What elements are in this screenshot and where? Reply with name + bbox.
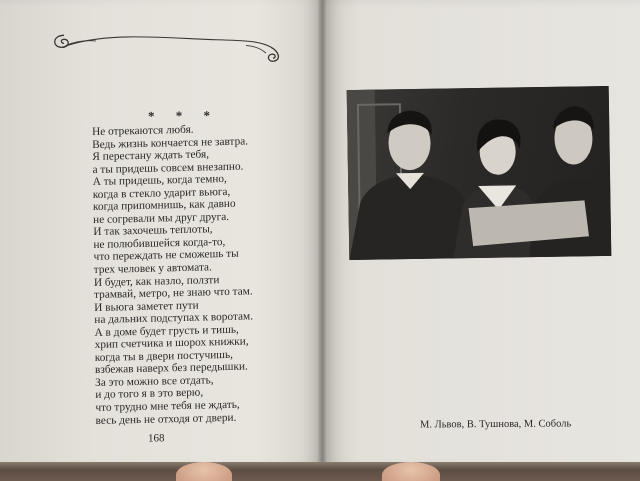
poem-line: взбежав наверх без передышки. xyxy=(94,360,248,377)
book-spine xyxy=(318,0,326,470)
poem-line: а ты придешь совсем внезапно. xyxy=(92,160,244,176)
poem-line: Не отрекаются любя. xyxy=(92,123,194,139)
poem-line: не согревали мы друг друга. xyxy=(93,210,230,226)
poem-line: что переждать не сможешь ты xyxy=(93,248,239,264)
poem-line: А в доме будет грусть и тишь, xyxy=(94,323,239,339)
poem-line: И будет, как назло, ползти xyxy=(93,273,220,289)
poem-line: и до того я в это верю, xyxy=(95,387,204,402)
poem-line: на дальних подступах к воротам. xyxy=(94,310,254,327)
poem-line: весь день не отходя от двери. xyxy=(95,411,237,427)
poem xyxy=(92,121,316,427)
poem-line: А ты придешь, когда темно, xyxy=(92,173,227,189)
poem-line: хрип счетчика и шорох книжки, xyxy=(94,335,249,352)
finger-left xyxy=(176,462,232,481)
poem-line: что трудно мне тебя не ждать, xyxy=(95,398,240,415)
finger-right xyxy=(382,462,440,481)
ornament-flourish xyxy=(46,19,296,72)
page-number: 168 xyxy=(148,432,165,445)
poem-line: И так захочешь теплоты, xyxy=(93,223,213,239)
poem-line: За это можно все отдать, xyxy=(95,374,214,389)
book-edge xyxy=(0,462,640,481)
section-stars: * * * xyxy=(148,107,219,124)
poem-line: И вьюга заметет пути xyxy=(94,299,199,314)
poem-line: не полюбившейся когда-то, xyxy=(93,235,226,251)
photograph xyxy=(347,86,612,260)
poem-line: Я перестану ждать тебя, xyxy=(92,148,210,164)
poem-line: когда припомнишь, как давно xyxy=(92,198,236,214)
poem-line: трех человек у автомата. xyxy=(93,261,212,277)
poem-line: когда в стекло ударит вьюга, xyxy=(92,185,231,201)
poem-line: Ведь жизнь кончается не завтра. xyxy=(92,135,249,151)
photo-figures xyxy=(347,86,612,260)
photo-caption: М. Львов, В. Тушнова, М. Соболь xyxy=(419,418,572,431)
poem-line: трамвай, метро, не знаю что там. xyxy=(93,285,253,302)
left-page xyxy=(0,0,322,470)
poem-line: когда ты в двери постучишь, xyxy=(94,348,234,364)
